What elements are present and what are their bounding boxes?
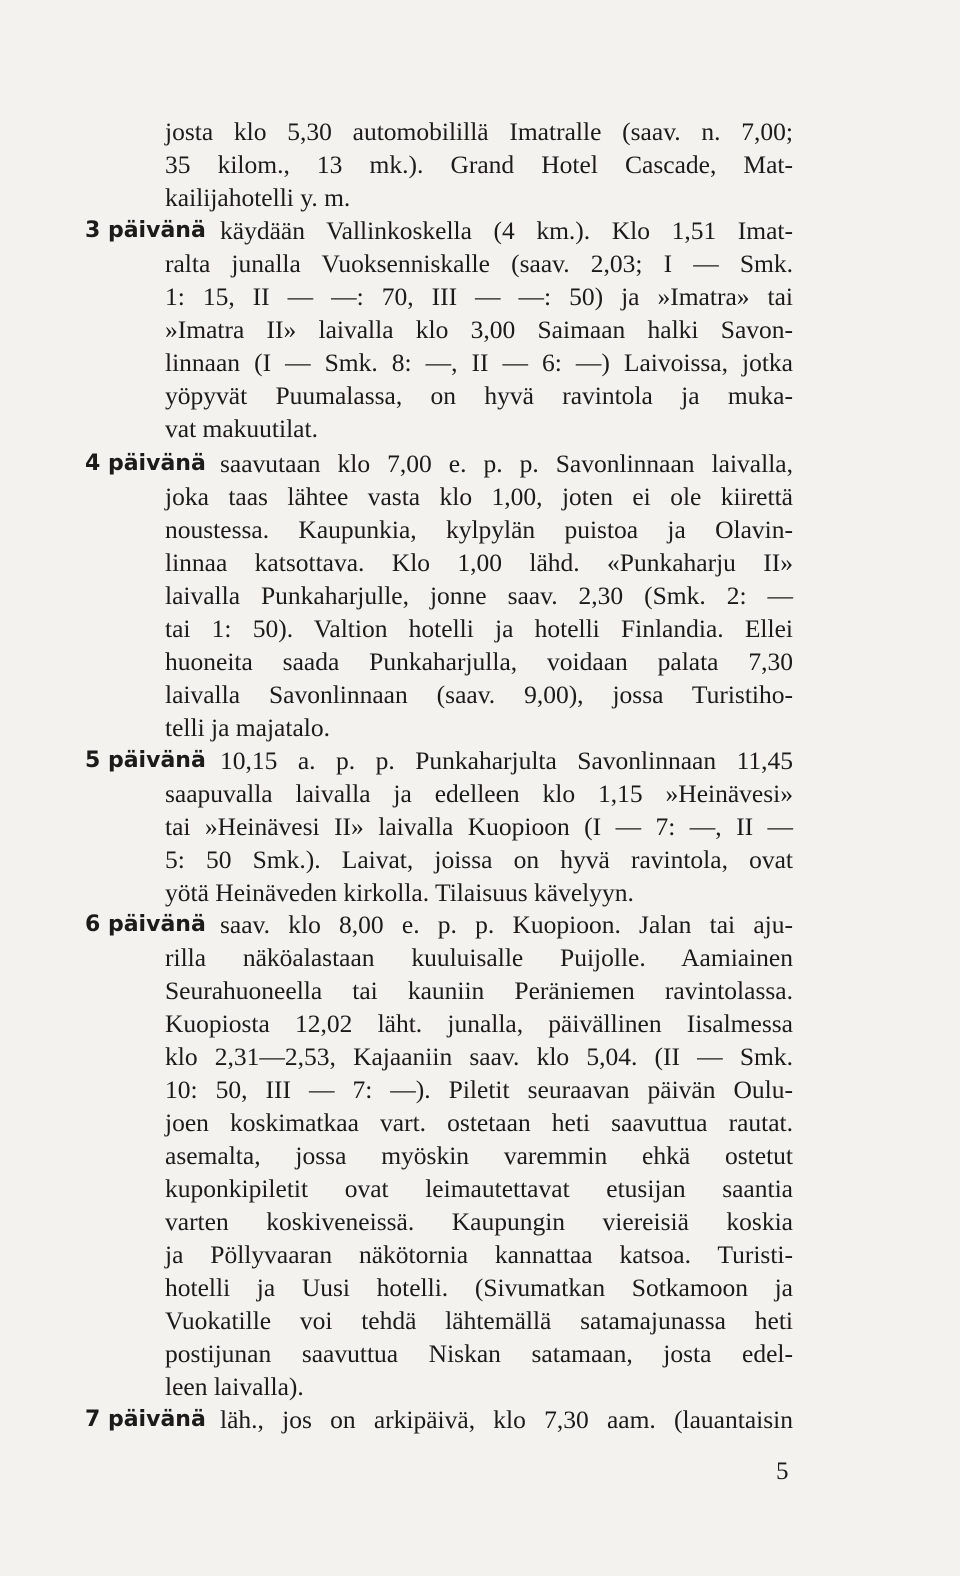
text-line: laivalla Punkaharjulle, jonne saav. 2,30 (Smk. 2: — xyxy=(165,581,793,610)
text-line: 35 kilom., 13 mk.). Grand Hotel Cascade, Mat- xyxy=(165,150,793,179)
text-line: rilla näköalastaan kuuluisalle Puijolle. Aamiainen xyxy=(165,943,793,972)
text-line: »Imatra II» laivalla klo 3,00 Saimaan halki Savon- xyxy=(165,315,793,344)
text-line: 10: 50, III — 7: —). Piletit seuraavan päivän Oulu- xyxy=(165,1075,793,1104)
text-line: 1: 15, II — —: 70, III — —: 50) ja »Imatra» tai xyxy=(165,282,793,311)
text-line: telli ja majatalo. xyxy=(165,713,330,742)
text-line: yötä Heinäveden kirkolla. Tilaisuus kävelyyn. xyxy=(165,878,634,907)
text-line: varten koskiveneissä. Kaupungin viereisiä koskia xyxy=(165,1207,793,1236)
day-3-heading: 3 päivänä xyxy=(85,218,206,243)
text-line: josta klo 5,30 automobilillä Imatralle (saav. n. 7,00; xyxy=(165,117,793,146)
text-line: saavutaan klo 7,00 e. p. p. Savonlinnaan laivalla, xyxy=(220,449,793,478)
text-line: kailijahotelli y. m. xyxy=(165,183,351,212)
text-line: ralta junalla Vuoksenniskalle (saav. 2,03; I — Smk. xyxy=(165,249,793,278)
text-line: saapuvalla laivalla ja edelleen klo 1,15 »Heinävesi» xyxy=(165,779,793,808)
text-line: vat makuutilat. xyxy=(165,414,318,443)
page-number: 5 xyxy=(776,1458,789,1485)
day-4-heading: 4 päivänä xyxy=(85,451,206,476)
text-line: leen laivalla). xyxy=(165,1372,304,1401)
text-line: Seurahuoneella tai kauniin Peräniemen ravintolassa. xyxy=(165,976,793,1005)
text-line: 5: 50 Smk.). Laivat, joissa on hyvä ravintola, ovat xyxy=(165,845,793,874)
text-line: joen koskimatkaa vart. ostetaan heti saavuttua rautat. xyxy=(165,1108,793,1137)
text-line: läh., jos on arkipäivä, klo 7,30 aam. (lauantaisin xyxy=(220,1405,793,1434)
text-line: noustessa. Kaupunkia, kylpylän puistoa ja Olavin- xyxy=(165,515,793,544)
text-line: 10,15 a. p. p. Punkaharjulta Savonlinnaan 11,45 xyxy=(220,746,793,775)
text-line: ja Pöllyvaaran näkötornia kannattaa katsoa. Turisti- xyxy=(165,1240,793,1269)
text-line: yöpyvät Puumalassa, on hyvä ravintola ja muka- xyxy=(165,381,793,410)
text-line: asemalta, jossa myöskin varemmin ehkä ostetut xyxy=(165,1141,793,1170)
text-line: saav. klo 8,00 e. p. p. Kuopioon. Jalan tai aju- xyxy=(220,910,793,939)
text-line: tai »Heinävesi II» laivalla Kuopioon (I — 7: —, II — xyxy=(165,812,793,841)
text-line: joka taas lähtee vasta klo 1,00, joten ei ole kiirettä xyxy=(165,482,793,511)
text-line: Vuokatille voi tehdä lähtemällä satamajunassa heti xyxy=(165,1306,793,1335)
day-5-heading: 5 päivänä xyxy=(85,748,206,773)
text-line: tai 1: 50). Valtion hotelli ja hotelli Finlandia. Ellei xyxy=(165,614,793,643)
day-7-heading: 7 päivänä xyxy=(85,1407,206,1432)
text-line: linnaa katsottava. Klo 1,00 lähd. «Punkaharju II» xyxy=(165,548,793,577)
text-line: klo 2,31—2,53, Kajaaniin saav. klo 5,04. (II — Smk. xyxy=(165,1042,793,1071)
text-line: postijunan saavuttua Niskan satamaan, josta edel- xyxy=(165,1339,793,1368)
text-line: linnaan (I — Smk. 8: —, II — 6: —) Laivoissa, jotka xyxy=(165,348,793,377)
day-6-heading: 6 päivänä xyxy=(85,912,206,937)
text-line: hotelli ja Uusi hotelli. (Sivumatkan Sotkamoon ja xyxy=(165,1273,793,1302)
text-line: laivalla Savonlinnaan (saav. 9,00), jossa Turistiho- xyxy=(165,680,793,709)
text-line: Kuopiosta 12,02 läht. junalla, päivällinen Iisalmessa xyxy=(165,1009,793,1038)
text-line: käydään Vallinkoskella (4 km.). Klo 1,51 Imat- xyxy=(220,216,793,245)
text-line: kuponkipiletit ovat leimautettavat etusijan saantia xyxy=(165,1174,793,1203)
text-line: huoneita saada Punkaharjulla, voidaan palata 7,30 xyxy=(165,647,793,676)
